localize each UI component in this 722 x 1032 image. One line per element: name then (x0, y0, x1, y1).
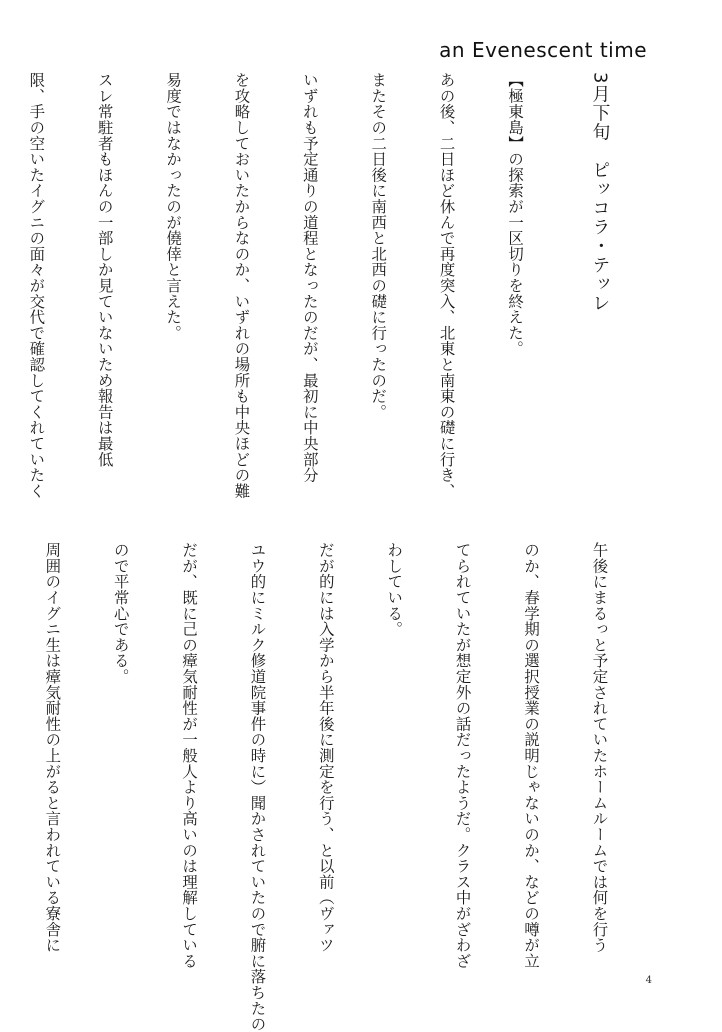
body-line: のか、春学期の選択授業の説明じゃないのか、などの噂が立 (522, 542, 541, 969)
chapter-heading-wrapper (588, 72, 611, 500)
body-line: だが、既に己の瘴気耐性が一般人より高いのは理解している (180, 542, 199, 969)
body-line: を攻略しておいたからなのか、いずれの場所も中央ほどの難 (232, 72, 251, 499)
body-line: 限、手の空いたイグニの面々が交代で確認してくれていたく (27, 72, 46, 499)
body-line: いずれも予定通りの道程となったのだが、最初に中央部分 (300, 72, 319, 483)
body-line: ユウ的にミルク修道院事件の時に）聞かされていたので腑に落ちたの (248, 542, 267, 1032)
body-line: 周囲のイグニ生は瘴気耐性の上がると言われている寮舎に (43, 542, 62, 953)
bottom-text-column (43, 542, 656, 1032)
body-line: スレ常駐者もほんの一部しか見ていないため報告は最低 (95, 72, 114, 467)
body-line: またその二日後に南西と北西の礎に行ったのだ。 (369, 72, 388, 420)
page-number: 4 (645, 975, 652, 986)
body-line: 午後にまるっと予定されていたホームルームでは何を行う (590, 542, 609, 953)
body-line: あの後、二日ほど休んで再度突入、北東と南東の礎に行き、 (437, 72, 456, 499)
chapter-heading: 3月下旬 ピッコラ・テッレ (589, 72, 611, 313)
book-title: an Evenescent time (439, 38, 647, 62)
body-line: ので平常心である。 (111, 542, 130, 685)
body-line: 易度ではなかったのが僥倖と言えた。 (164, 72, 183, 341)
body-line: だが的には入学から半年後に測定を行う、と以前（ヴァツ (316, 542, 335, 953)
body-line: 【極東島】の探索が一区切りを終えた。 (506, 72, 525, 357)
body-line: わしている。 (385, 542, 404, 637)
top-text-column (27, 72, 656, 500)
body-line: てられていたが想定外の話だったようだ。クラス中がざわざ (453, 542, 472, 969)
